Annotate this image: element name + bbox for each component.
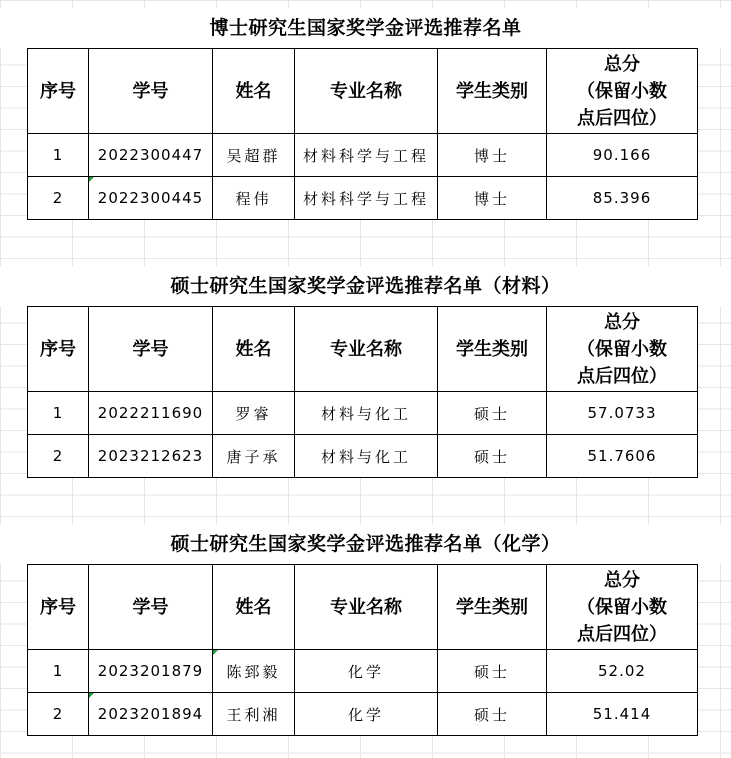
header-name[interactable]: 姓名	[213, 565, 295, 650]
header-student-type[interactable]: 学生类别	[438, 565, 547, 650]
header-major[interactable]: 专业名称	[295, 307, 438, 392]
table-row	[28, 435, 698, 478]
header-student-id[interactable]: 学号	[89, 307, 213, 392]
cell-student-type[interactable]: 博士	[438, 134, 547, 177]
header-name[interactable]: 姓名	[213, 49, 295, 134]
cell-student-type[interactable]: 硕士	[438, 392, 547, 435]
header-student-id[interactable]: 学号	[89, 565, 213, 650]
header-student-id[interactable]: 学号	[89, 49, 213, 134]
header-total-score[interactable]	[547, 565, 698, 650]
header-total-score-label: 总分 （保留小数 点后四位）	[577, 53, 667, 129]
cell-major[interactable]: 材料与化工	[295, 435, 438, 478]
header-row	[28, 565, 698, 650]
section-phd	[0, 8, 731, 208]
table-row	[28, 650, 698, 693]
header-major[interactable]: 专业名称	[295, 49, 438, 134]
cell-name[interactable]: 罗睿	[213, 392, 295, 435]
cell-student-id[interactable]: 2022300447	[89, 134, 213, 177]
cell-student-id[interactable]: 2022300445	[89, 177, 213, 220]
nominee-table	[27, 48, 698, 220]
header-total-score-label: 总分 （保留小数 点后四位）	[577, 311, 667, 387]
section-master-chemistry	[0, 524, 731, 724]
header-total-score-label: 总分 （保留小数 点后四位）	[577, 569, 667, 645]
header-name[interactable]: 姓名	[213, 307, 295, 392]
cell-no[interactable]: 2	[28, 693, 89, 736]
header-total-score[interactable]	[547, 307, 698, 392]
nominee-table	[27, 306, 698, 478]
cell-student-id[interactable]: 2023201894	[89, 693, 213, 736]
cell-student-type[interactable]: 硕士	[438, 435, 547, 478]
cell-no[interactable]: 1	[28, 650, 89, 693]
cell-no[interactable]: 1	[28, 134, 89, 177]
table-row	[28, 392, 698, 435]
cell-no[interactable]: 2	[28, 177, 89, 220]
header-major[interactable]: 专业名称	[295, 565, 438, 650]
table-row	[28, 693, 698, 736]
cell-total-score[interactable]: 85.396	[547, 177, 698, 220]
cell-no[interactable]: 1	[28, 392, 89, 435]
cell-major[interactable]: 化学	[295, 693, 438, 736]
header-no[interactable]: 序号	[28, 307, 89, 392]
table-row	[28, 177, 698, 220]
cell-no[interactable]: 2	[28, 435, 89, 478]
header-student-type[interactable]: 学生类别	[438, 307, 547, 392]
cell-total-score[interactable]: 57.0733	[547, 392, 698, 435]
section-master-materials	[0, 266, 731, 466]
cell-major[interactable]: 材料科学与工程	[295, 177, 438, 220]
cell-name[interactable]: 程伟	[213, 177, 295, 220]
section-title: 硕士研究生国家奖学金评选推荐名单（化学）	[0, 524, 731, 564]
cell-name[interactable]: 陈郅毅	[213, 650, 295, 693]
cell-student-id[interactable]: 2022211690	[89, 392, 213, 435]
cell-name[interactable]: 唐子承	[213, 435, 295, 478]
header-total-score[interactable]	[547, 49, 698, 134]
cell-major[interactable]: 材料科学与工程	[295, 134, 438, 177]
header-no[interactable]: 序号	[28, 565, 89, 650]
cell-name[interactable]: 吴超群	[213, 134, 295, 177]
table-row	[28, 134, 698, 177]
header-row	[28, 49, 698, 134]
header-no[interactable]: 序号	[28, 49, 89, 134]
cell-total-score[interactable]: 52.02	[547, 650, 698, 693]
cell-total-score[interactable]: 51.414	[547, 693, 698, 736]
cell-name[interactable]: 王利湘	[213, 693, 295, 736]
section-title: 博士研究生国家奖学金评选推荐名单	[0, 8, 731, 48]
cell-total-score[interactable]: 51.7606	[547, 435, 698, 478]
cell-major[interactable]: 化学	[295, 650, 438, 693]
cell-student-type[interactable]: 硕士	[438, 693, 547, 736]
header-student-type[interactable]: 学生类别	[438, 49, 547, 134]
cell-student-id[interactable]: 2023212623	[89, 435, 213, 478]
section-title: 硕士研究生国家奖学金评选推荐名单（材料）	[0, 266, 731, 306]
header-row	[28, 307, 698, 392]
cell-total-score[interactable]: 90.166	[547, 134, 698, 177]
cell-student-type[interactable]: 硕士	[438, 650, 547, 693]
cell-student-id[interactable]: 2023201879	[89, 650, 213, 693]
cell-major[interactable]: 材料与化工	[295, 392, 438, 435]
nominee-table	[27, 564, 698, 736]
cell-student-type[interactable]: 博士	[438, 177, 547, 220]
